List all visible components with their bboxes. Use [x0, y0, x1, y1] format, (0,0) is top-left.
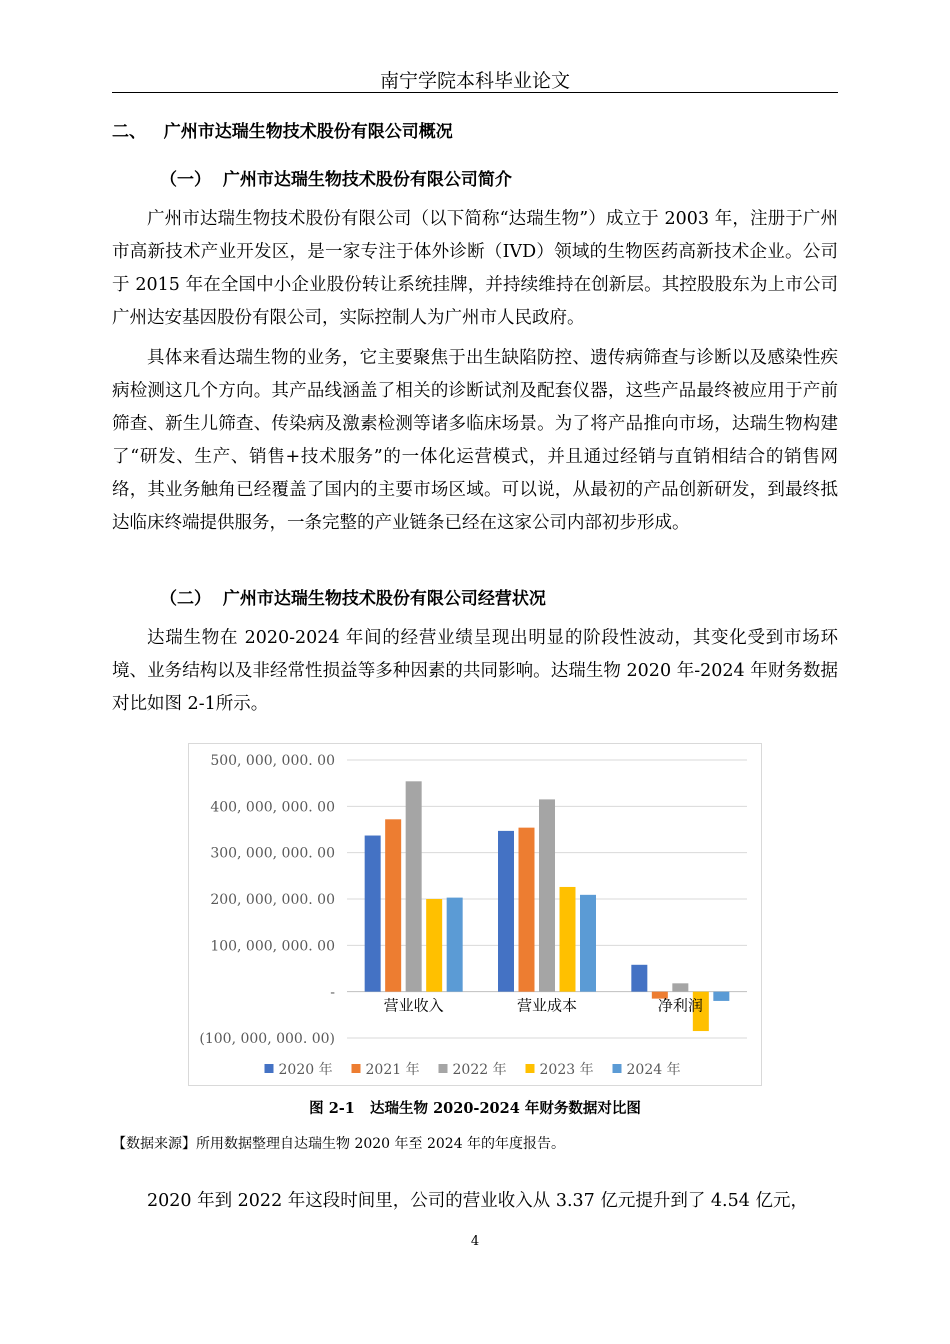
bar [631, 965, 647, 992]
legend-label: 2022 年 [452, 1062, 507, 1078]
bar [713, 992, 729, 1001]
subsection-heading-2: （二） 广州市达瑞生物技术股份有限公司经营状况 [160, 589, 546, 609]
bar [539, 799, 555, 991]
bar [580, 895, 596, 992]
paragraph-intro-2: 具体来看达瑞生物的业务，它主要聚焦于出生缺陷防控、遗传病筛查与诊断以及感染性疾病检测这几个方向。其产品线涵盖了相关的诊断试剂及配套仪器，这些产品最终被应用于产前筛查、新生儿筛查、传染病及激素检测等诸多临床场景。为了将产品推向市场，达瑞生物构建了“研发、生产、销售+技术服务”的一体化运营模式，并且通过经销与直销相结合的销售网络，其业务触角已经覆盖了国内的主要市场区域。可以说，从最初的产品创新研发，到最终抵达临床终端提供服务，一条完整的产业链条已经在这家公司内部初步形成。 [112, 348, 838, 533]
x-category-label: 营业收入 [383, 996, 444, 1015]
legend-swatch [265, 1064, 274, 1073]
legend-label: 2023 年 [539, 1062, 594, 1078]
chart-canvas [189, 744, 763, 1087]
bar [365, 836, 381, 992]
bar [447, 898, 463, 992]
figure-caption: 图 2-1 达瑞生物 2020-2024 年财务数据对比图 [309, 1100, 641, 1117]
y-tick-label: 100, 000, 000. 00 [210, 938, 335, 955]
legend-label: 2020 年 [278, 1062, 333, 1078]
page-header: 南宁学院本科毕业论文 [379, 70, 570, 92]
data-source-note: 【数据来源】所用数据整理自达瑞生物 2020 年至 2024 年的年度报告。 [112, 1136, 566, 1152]
bar [519, 828, 535, 992]
y-tick-label: 500, 000, 000. 00 [210, 753, 335, 769]
subsection-heading-1: （一） 广州市达瑞生物技术股份有限公司简介 [160, 170, 512, 190]
bar [560, 887, 576, 992]
legend-swatch [439, 1064, 448, 1073]
x-category-label: 净利润 [657, 996, 703, 1015]
legend-swatch [352, 1064, 361, 1073]
bar [406, 781, 422, 991]
paragraph-operations: 达瑞生物在 2020-2024 年间的经营业绩呈现出明显的阶段性波动，其变化受到市场环境、业务结构以及非经常性损益等多种因素的共同影响。达瑞生物 2020 年-2024 年财务数据对比如图 2-1所示。 [112, 628, 838, 714]
financial-bar-chart [188, 743, 762, 1086]
section-heading: 二、 广州市达瑞生物技术股份有限公司概况 [112, 122, 453, 142]
legend-swatch [613, 1064, 622, 1073]
bar [672, 983, 688, 991]
paragraph-continuation: 2020 年到 2022 年这段时间里，公司的营业收入从 3.37 亿元提升到了 4.54 亿元， [147, 1191, 808, 1211]
legend-swatch [526, 1064, 535, 1073]
y-tick-label: 400, 000, 000. 00 [210, 799, 335, 816]
y-tick-label: 200, 000, 000. 00 [210, 892, 335, 908]
bar [426, 899, 442, 992]
legend-label: 2024 年 [626, 1062, 681, 1078]
paragraph-intro-1: 广州市达瑞生物技术股份有限公司（以下简称“达瑞生物”）成立于 2003 年，注册于广州市高新技术产业开发区，是一家专注于体外诊断（IVD）领域的生物医药高新技术企业。公司于 2015 年在全国中小企业股份转让系统挂牌，并持续维持在创新层。其控股股东为上市公司广州达安基因股份有限公司，实际控制人为广州市人民政府。 [112, 209, 838, 328]
legend-label: 2021 年 [365, 1062, 420, 1078]
y-tick-label: 300, 000, 000. 00 [210, 845, 335, 862]
y-tick-label: (100, 000, 000. 00) [199, 1031, 335, 1047]
bar [385, 819, 401, 991]
bar [498, 831, 514, 992]
x-category-label: 营业成本 [516, 996, 578, 1015]
y-tick-label: - [330, 984, 335, 1001]
header-rule [112, 92, 838, 93]
page-number: 4 [470, 1234, 480, 1249]
